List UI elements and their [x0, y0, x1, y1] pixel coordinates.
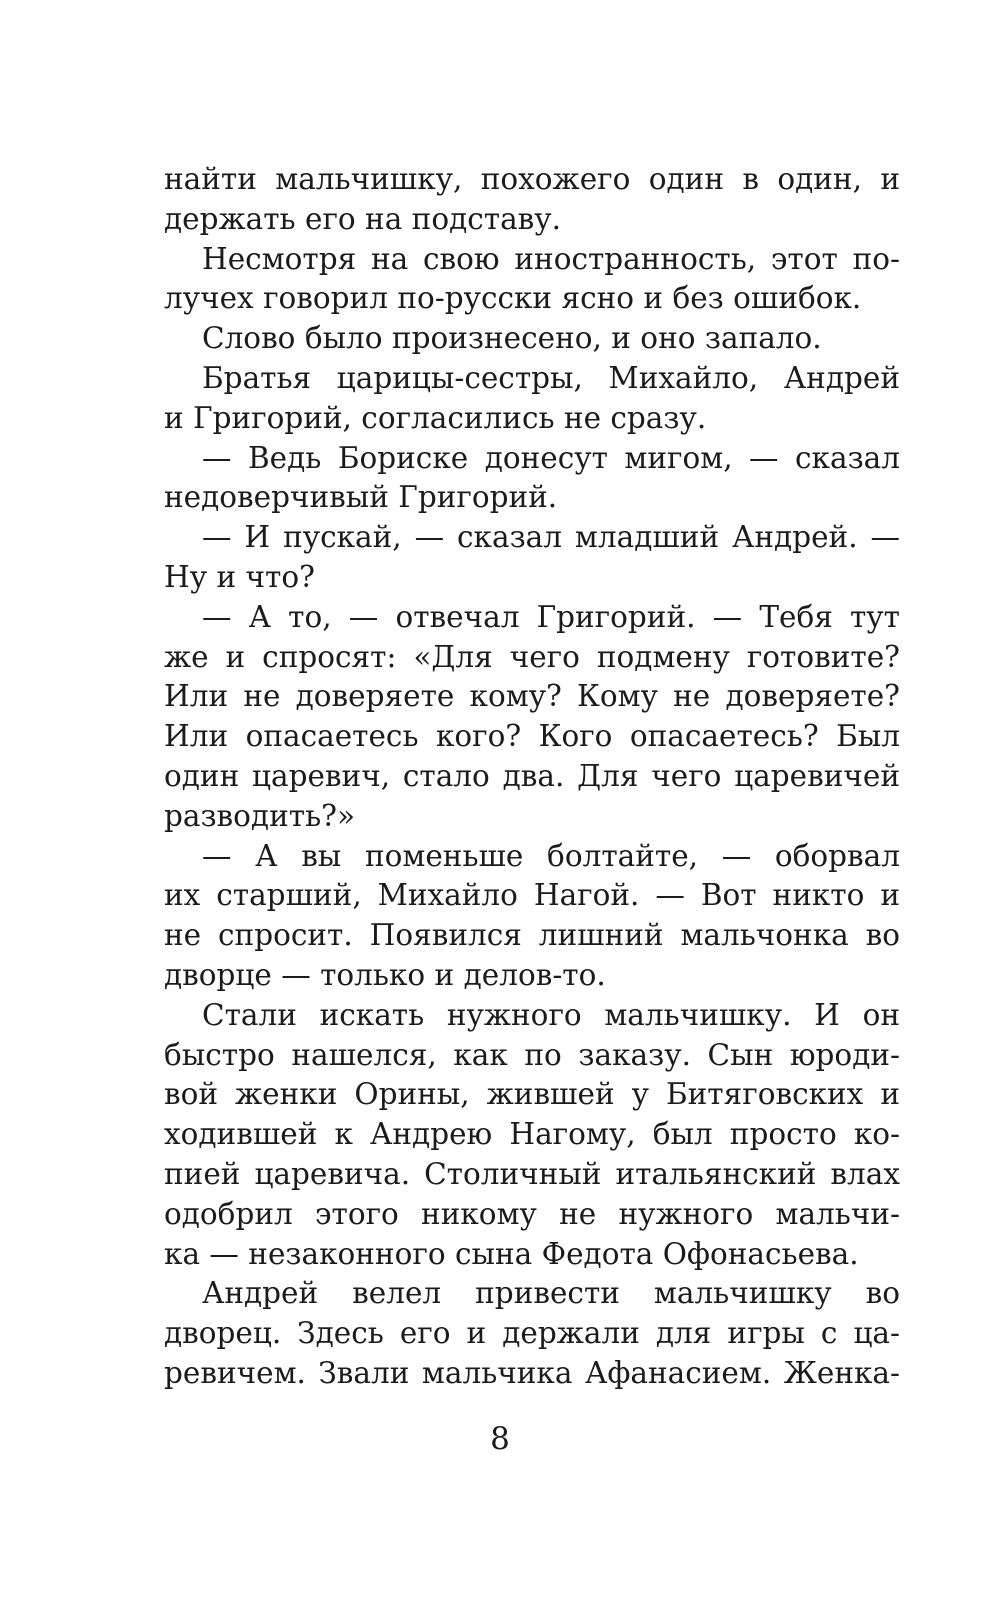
text-line: разводить?» — [164, 798, 356, 833]
text-line: держать его на подставу. — [164, 201, 562, 236]
text-line: одобрил этого никому не нужного мальчи- — [164, 1196, 900, 1231]
text-line: — Ведь Бориске донесут мигом, — сказал — [202, 440, 900, 475]
text-line: — А вы поменьше болтайте, — оборвал — [202, 838, 900, 873]
text-line: дворец. Здесь его и держали для игры с ца- — [164, 1316, 900, 1351]
text-line: их старший, Михайло Нагой. — Вот никто и — [164, 878, 900, 913]
text-line: пией царевича. Столичный итальянский влах — [164, 1156, 900, 1191]
text-line: Стали искать нужного мальчишку. И он — [202, 997, 900, 1032]
text-line: Или не доверяете кому? Кому не доверяете? — [164, 679, 900, 714]
text-line: найти мальчишку, похожего один в один, и — [164, 162, 900, 196]
text-line: вой женки Орины, жившей у Битяговских и — [164, 1077, 900, 1112]
text-line: же и спросят: «Для чего подмену готовите? — [164, 639, 900, 674]
text-line: и Григорий, согласились не сразу. — [164, 400, 707, 435]
text-line: ходившей к Андрею Нагому, был просто ко- — [164, 1117, 900, 1152]
text-line: Слово было произнесено, и оно запало. — [202, 321, 822, 356]
body-text — [164, 160, 900, 1394]
text-line: дворце — только и делов-то. — [164, 957, 606, 992]
text-line: не спросит. Появился лишний мальчонка во — [164, 918, 900, 953]
text-line: Братья царицы-сестры, Михайло, Андрей — [202, 360, 900, 395]
text-line: Ну и что? — [164, 559, 315, 594]
text-line: лучех говорил по-русски ясно и без ошибок. — [164, 281, 862, 316]
text-line: быстро нашелся, как по заказу. Сын юроди- — [164, 1037, 900, 1072]
text-line: ревичем. Звали мальчика Афанасием. Женка- — [164, 1355, 900, 1390]
text-line: Несмотря на свою иностранность, этот по- — [202, 241, 900, 276]
text-line: Андрей велел привести мальчишку во — [202, 1276, 900, 1311]
text-line: ка — незаконного сына Федота Офонасьева. — [164, 1236, 859, 1271]
text-line: один царевич, стало два. Для чего царевичей — [164, 758, 900, 793]
page-number: 8 — [490, 1421, 510, 1457]
text-line: недоверчивый Григорий. — [164, 480, 558, 515]
text-line: — А то, — отвечал Григорий. — Тебя тут — [202, 599, 900, 634]
text-line: Или опасаетесь кого? Кого опасаетесь? Был — [164, 719, 900, 754]
text-line: — И пускай, — сказал младший Андрей. — — [202, 520, 900, 555]
